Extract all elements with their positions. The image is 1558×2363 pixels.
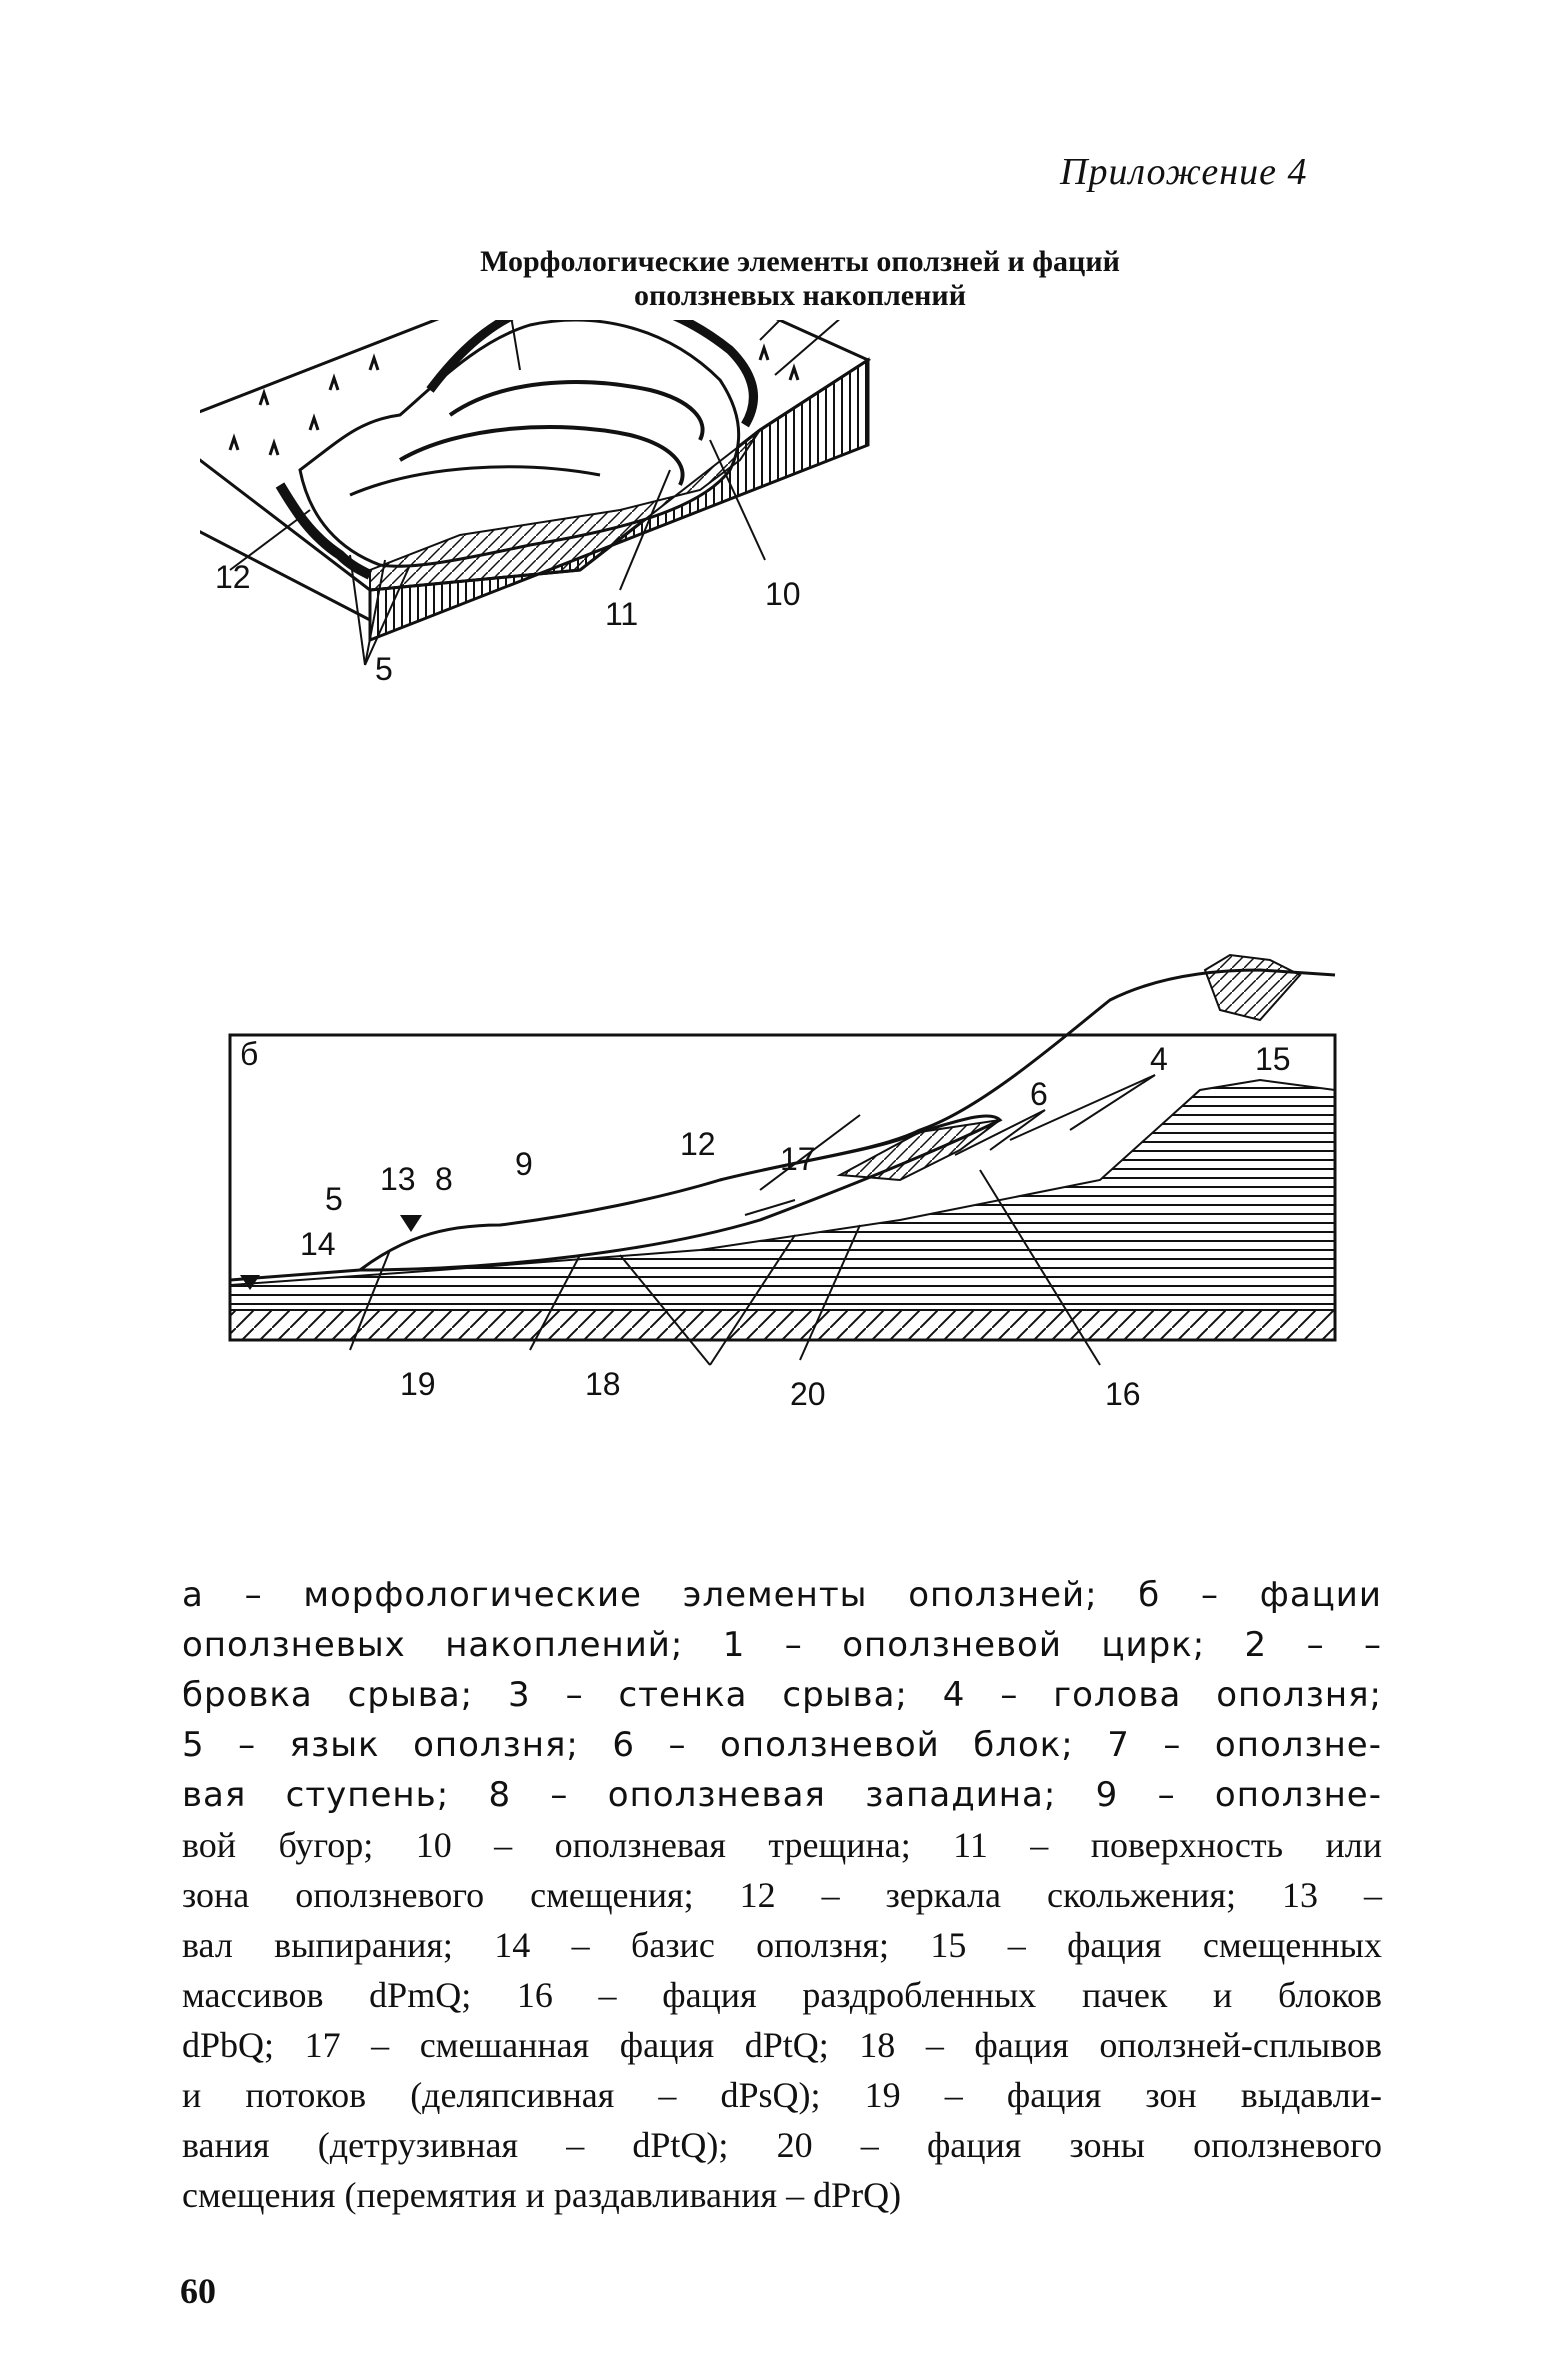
callout-b-17: 17 (780, 1141, 816, 1177)
caption-line: а – морфологические элементы оползней; б – фации (182, 1575, 1382, 1615)
page-number: 60 (180, 2271, 216, 2311)
callout-b-4: 4 (1150, 1041, 1168, 1077)
callout-b-14: 14 (300, 1226, 336, 1262)
caption-line: зона оползневого смещения; 12 – зеркала скольжения; 13 – (182, 1875, 1382, 1915)
callout-b-5: 5 (325, 1181, 343, 1217)
callout-b-20: 20 (790, 1376, 826, 1412)
callout-b-6: 6 (1030, 1076, 1048, 1112)
callout-b-12: 12 (680, 1126, 716, 1162)
callout-b-19: 19 (400, 1366, 436, 1402)
page-title (300, 245, 1300, 313)
caption-line: смещения (перемятия и раздавливания – dPrQ) (182, 2175, 902, 2215)
title-line-1: Морфологические элементы оползней и фаций (480, 245, 1120, 278)
caption-line: вая ступень; 8 – оползневая западина; 9 – оползне- (182, 1775, 1382, 1815)
caption-line: 5 – язык оползня; 6 – оползневой блок; 7 – оползне- (182, 1725, 1382, 1765)
callout-b-13: 13 (380, 1161, 416, 1197)
callout-a-5: 5 (375, 651, 393, 687)
caption-line: вания (детрузивная – dPtQ); 20 – фация зоны оползневого (182, 2125, 1382, 2165)
callout-b-16: 16 (1105, 1376, 1141, 1412)
caption-line: бровка срыва; 3 – стенка срыва; 4 – голова оползня; (182, 1675, 1382, 1715)
caption-line: вал выпирания; 14 – базис оползня; 15 – фация смещенных (182, 1925, 1382, 1965)
appendix-header: Приложение 4 (1060, 151, 1308, 193)
callout-b-15: 15 (1255, 1041, 1291, 1077)
callout-a-12: 12 (215, 559, 251, 595)
panel-a-block-diagram (200, 320, 873, 687)
callout-b-8: 8 (435, 1161, 453, 1197)
panel-b-cross-section (230, 955, 1335, 1412)
caption-line: dPbQ; 17 – смешанная фация dPtQ; 18 – фация оползней-сплывов (182, 2025, 1382, 2065)
callout-a-10: 10 (765, 576, 801, 612)
figure (200, 320, 1370, 1550)
callout-a-11: 11 (605, 596, 639, 632)
callout-b-9: 9 (515, 1146, 533, 1182)
callout-b-18: 18 (585, 1366, 621, 1402)
caption-line: вой бугор; 10 – оползневая трещина; 11 – поверхность или (182, 1825, 1382, 1865)
panel-b-label: б (240, 1036, 259, 1072)
title-line-2: оползневых накоплений (634, 279, 966, 312)
caption-line: и потоков (деляпсивная – dPsQ); 19 – фация зон выдавли- (182, 2075, 1382, 2115)
caption-line: массивов dPmQ; 16 – фация раздробленных пачек и блоков (182, 1975, 1382, 2015)
caption-line: оползневых накоплений; 1 – оползневой цирк; 2 – – (182, 1625, 1382, 1665)
figure-caption (182, 1570, 1382, 2220)
